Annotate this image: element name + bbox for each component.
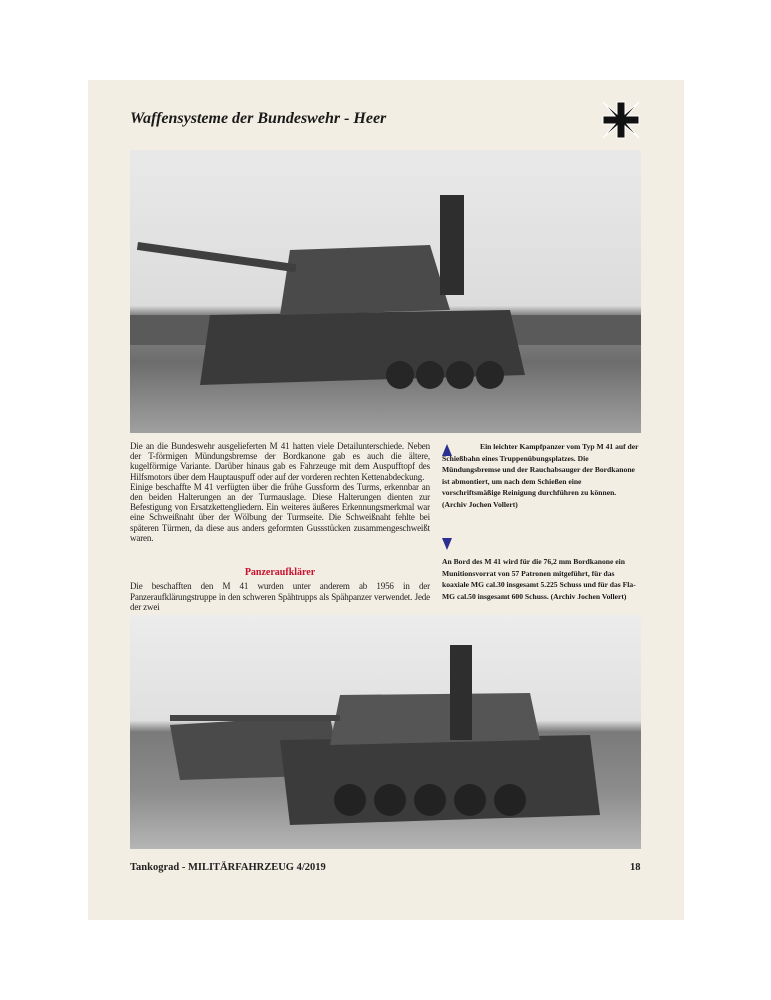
body-text-top bbox=[130, 441, 430, 543]
tank-photo-top bbox=[130, 150, 641, 433]
tank-photo-bottom bbox=[130, 615, 641, 849]
footer-publication: Tankograd - MILITÄRFAHRZEUG 4/2019 bbox=[130, 862, 326, 873]
caption-bottom: An Bord des M 41 wird für die 76,2 mm Bordkanone ein Munitionsvorrat von 57 Patronen mitgeführt, für das koaxiale MG cal.30 insgesamt 5.225 Schuss und für das Fla-MG cal.50 insgesamt 600 Schuss. (Archiv Jochen Vollert) bbox=[442, 557, 636, 601]
paragraph: Die beschafften den M 41 wurden unter anderem ab 1956 in der Panzeraufklärungstruppe in den schweren Spähtrupps als Spähpanzer verwendet. Jede der zwei bbox=[130, 581, 430, 612]
paragraph: Einige beschaffte M 41 verfügten über die frühe Gussform des Turms, erkennbar an den beiden Halterungen an der Turmauslage. Diese Halterungen dienten zur Befestigung von Ersatzkettengliedern. Ein weiteres äußeres Erkennungsmerkmal war eine Schweißnaht über der Wölbung der Turmseite. Die Schweißnaht fehlte bei späteren Türmen, da diese aus anders geformten Gussstücken zusammengeschweißt waren. bbox=[130, 481, 430, 543]
triangle-down-icon bbox=[442, 538, 452, 550]
section-subheading: Panzeraufklärer bbox=[244, 567, 316, 579]
section-panzeraufklaerer bbox=[130, 567, 430, 612]
iron-cross-icon bbox=[601, 100, 641, 140]
page-number: 18 bbox=[630, 862, 641, 873]
caption-top: Ein leichter Kampfpanzer vom Typ M 41 auf der Schießbahn eines Truppenübungsplatzes. Die Mündungsbremse und der Rauchabsauger der Bordkanone ist abmontiert, um nach dem Schießen eine vorschriftsmäßige Reinigung durchführen zu können. (Archiv Jochen Vollert) bbox=[442, 442, 639, 509]
paragraph: Die an die Bundeswehr ausgelieferten M 41 hatten viele Detailunterschiede. Neben der T-förmigen Mündungsbremse der Bordkanone gab es auch die ältere, kugelförmige Variante. Darüber hinaus gab es Fahrzeuge mit dem Auspufftopf des Hilfsmotors über dem Hauptauspuff oder auf der vorderen rechten Kettenabdeckung. bbox=[130, 441, 430, 482]
page-title: Waffensysteme der Bundeswehr - Heer bbox=[130, 110, 387, 127]
